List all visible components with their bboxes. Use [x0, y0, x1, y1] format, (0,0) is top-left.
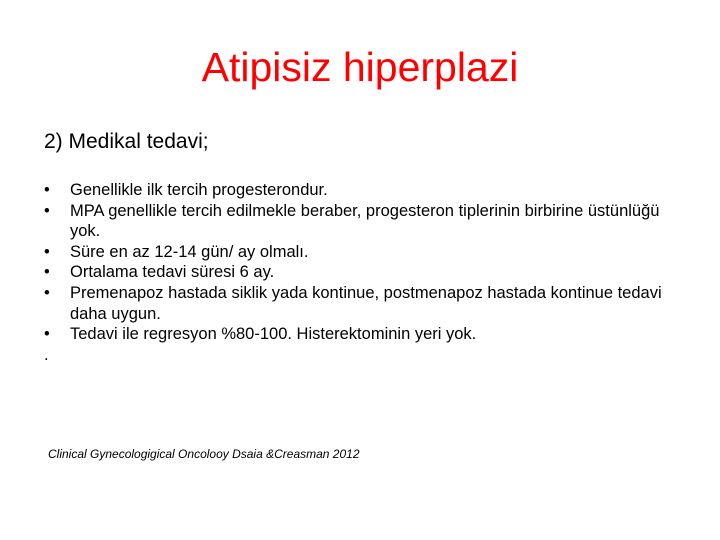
bullet-marker: • — [44, 201, 50, 220]
bullet-text: Genellikle ilk tercih progesterondur. — [70, 181, 328, 199]
bullet-text: Premenapoz hastada siklik yada kontinue, postmenapoz hastada kontinue tedavi daha uygun. — [70, 283, 662, 323]
bullet-item — [44, 180, 684, 201]
bullet-text: MPA genellikle tercih edilmekle beraber, progesteron tiplerinin birbirine üstünlüğü yok. — [70, 201, 660, 241]
bullet-text: Süre en az 12-14 gün/ ay olmalı. — [70, 242, 309, 261]
slide-subtitle: 2) Medikal tedavi; — [44, 130, 209, 153]
bullet-marker: • — [44, 181, 50, 199]
slide-title: Atipisiz hiperplazi — [201, 44, 519, 90]
bullet-text: Tedavi ile regresyon %80-100. Histerektominin yeri yok. — [70, 325, 477, 344]
bullet-marker: • — [44, 325, 50, 344]
citation: Clinical Gynecologigical Oncolooy Dsaia &Creasman 2012 — [48, 447, 360, 461]
bullet-marker: • — [44, 263, 50, 282]
bullet-item — [44, 262, 684, 283]
bullet-marker: • — [44, 283, 50, 302]
bullet-item — [44, 283, 684, 324]
bullet-marker: . — [44, 345, 49, 364]
bullet-item — [44, 201, 684, 242]
bullet-marker: • — [44, 242, 50, 261]
bullet-text: Ortalama tedavi süresi 6 ay. — [70, 263, 275, 282]
bullet-item — [44, 324, 684, 345]
bullet-list — [44, 180, 684, 364]
bullet-item — [44, 242, 684, 263]
